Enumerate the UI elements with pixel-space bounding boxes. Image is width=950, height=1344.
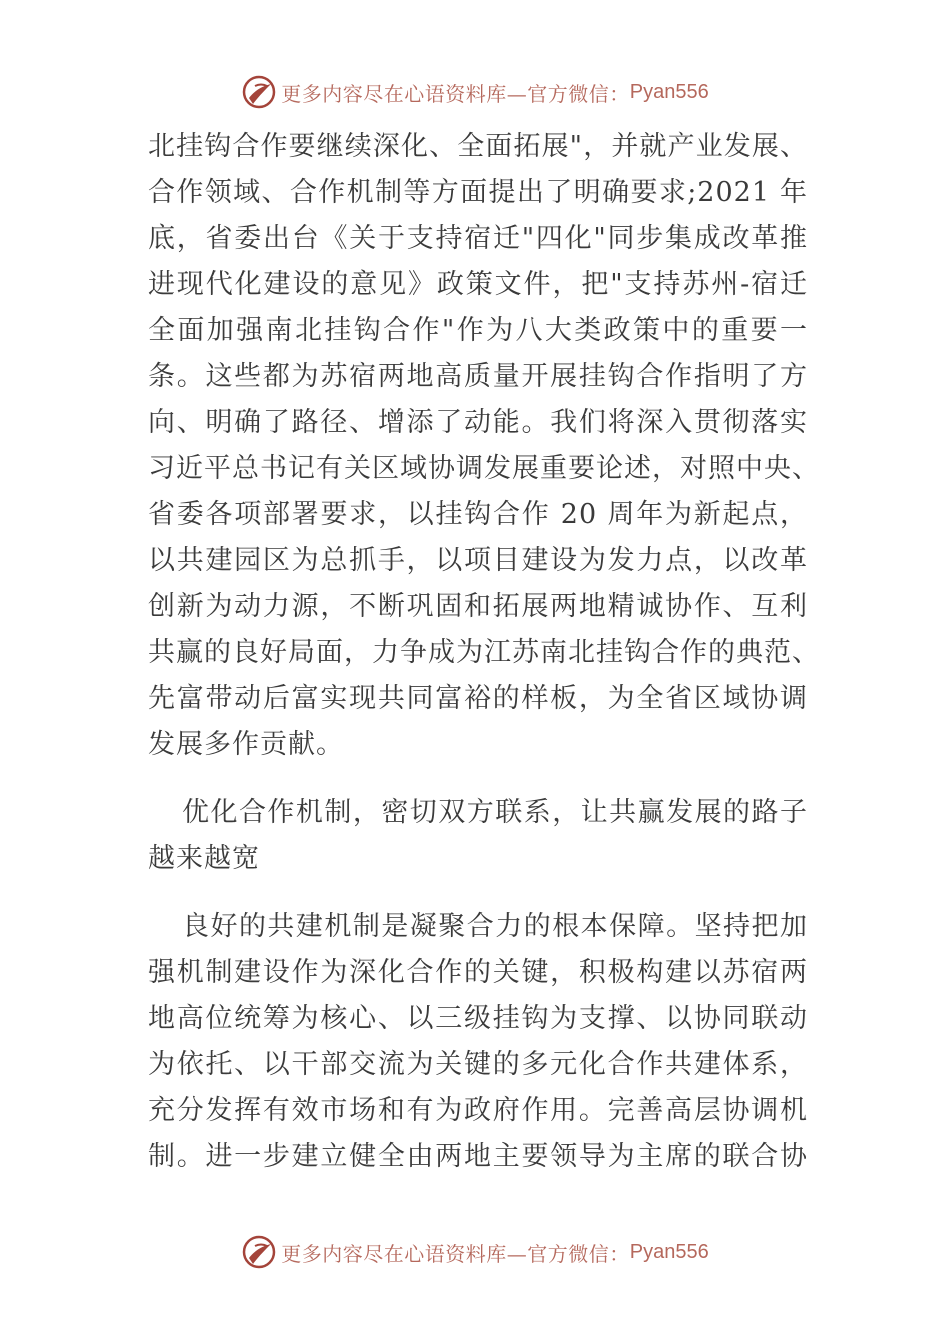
section-heading	[148, 790, 808, 882]
banner-text: 更多内容尽在心语资料库—官方微信：	[281, 1241, 630, 1266]
text-line: 北挂钩合作要继续深化、全面拓展"，并就产业发展、	[148, 131, 808, 162]
text-line: 向、明确了路径、增添了动能。我们将深入贯彻落实	[148, 407, 808, 438]
paragraph-3	[148, 904, 808, 1180]
text-line: 良好的共建机制是凝聚合力的根本保障。坚持把加	[182, 911, 808, 942]
wechat-id: Pyan556	[629, 1240, 709, 1263]
text-line: 全面加强南北挂钩合作"作为八大类政策中的重要一	[148, 315, 808, 346]
text-line: 合作领域、合作机制等方面提出了明确要求;2021 年	[148, 177, 808, 208]
document-body	[148, 124, 820, 1180]
footer-banner	[0, 1232, 950, 1272]
logo-icon	[241, 74, 277, 110]
text-line: 为依托、以干部交流为关键的多元化合作共建体系，	[148, 1049, 808, 1080]
text-line: 制。进一步建立健全由两地主要领导为主席的联合协	[148, 1141, 808, 1172]
text-line: 充分发挥有效市场和有为政府作用。完善高层协调机	[148, 1095, 808, 1126]
text-line: 条。这些都为苏宿两地高质量开展挂钩合作指明了方	[148, 361, 808, 392]
logo-icon	[241, 1234, 277, 1270]
text-line: 先富带动后富实现共同富裕的样板，为全省区域协调	[148, 683, 808, 714]
text-line: 创新为动力源，不断巩固和拓展两地精诚协作、互利	[148, 591, 808, 622]
text-line: 共赢的良好局面，力争成为江苏南北挂钩合作的典范、	[148, 637, 820, 668]
banner-text: 更多内容尽在心语资料库—官方微信：	[281, 81, 630, 106]
text-line: 进现代化建设的意见》政策文件，把"支持苏州-宿迁	[148, 269, 808, 300]
wechat-id: Pyan556	[629, 80, 709, 103]
paragraph-1	[148, 124, 820, 768]
heading-line: 越来越宽	[148, 843, 260, 874]
text-line: 强机制建设作为深化合作的关键，积极构建以苏宿两	[148, 957, 808, 988]
text-line: 省委各项部署要求，以挂钩合作 20 周年为新起点，	[148, 499, 808, 530]
text-line: 地高位统筹为核心、以三级挂钩为支撑、以协同联动	[148, 1003, 808, 1034]
heading-line: 优化合作机制，密切双方联系，让共赢发展的路子	[182, 797, 808, 828]
text-line: 发展多作贡献。	[148, 729, 344, 760]
text-line: 习近平总书记有关区域协调发展重要论述，对照中央、	[148, 453, 820, 484]
text-line: 底，省委出台《关于支持宿迁"四化"同步集成改革推	[148, 223, 808, 254]
text-line: 以共建园区为总抓手，以项目建设为发力点，以改革	[148, 545, 808, 576]
header-banner	[0, 72, 950, 112]
